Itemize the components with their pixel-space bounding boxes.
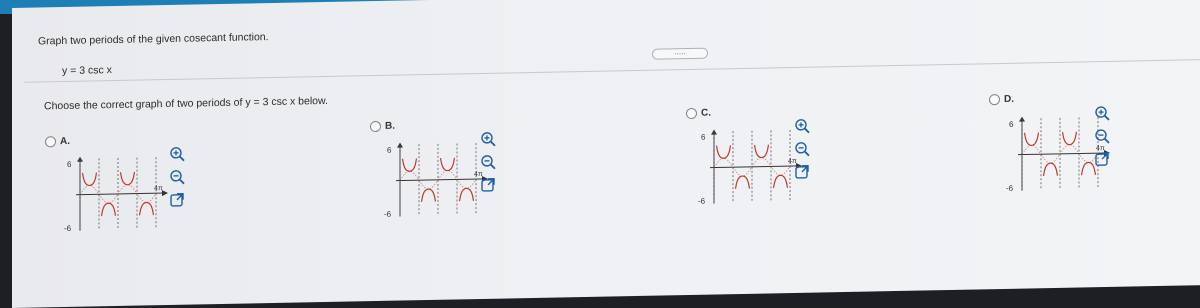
y-min-label: -6 [698,196,706,206]
zoom-out-icon[interactable] [794,141,810,157]
open-new-window-icon[interactable] [794,164,810,180]
graph-option-a [60,153,170,235]
option-d-label: D. [1004,94,1014,106]
csc-branch [459,188,474,200]
radio-option-c[interactable] [686,108,697,119]
csc-branch [421,189,436,201]
x-4pi-label: 4π [154,185,163,193]
choose-prompt: Choose the correct graph of two periods of y = 3 csc x below. [44,94,328,113]
tools-option-c [794,118,812,187]
option-c-label: C. [701,107,711,120]
zoom-in-icon[interactable] [480,131,496,147]
csc-branch [139,202,154,214]
question-instruction: Graph two periods of the given cosecant function. [38,31,269,48]
radio-option-b[interactable] [370,121,381,132]
csc-branch [1043,163,1058,175]
open-new-window-icon[interactable] [1094,151,1110,167]
x-axis [396,179,486,181]
csc-branch [440,158,455,170]
option-d[interactable] [989,91,1014,109]
x-axis [76,193,166,195]
csc-branch [735,176,750,188]
tools-option-a [169,146,187,215]
radio-option-a[interactable] [45,136,56,147]
y-max-label: 6 [701,132,706,142]
csc-branch [82,173,97,185]
option-b[interactable] [370,118,395,136]
open-new-window-icon[interactable] [480,177,496,193]
option-a[interactable] [45,133,70,151]
zoom-in-icon[interactable] [1094,105,1110,121]
csc-branch [754,145,769,157]
question-panel [12,0,1200,308]
option-b-label: B. [385,120,395,133]
question-equation: y = 3 csc x [62,64,112,78]
expand-button[interactable]: ..... [652,48,708,60]
csc-branch [1062,132,1077,144]
csc-branch [716,146,731,158]
option-a-label: A. [60,136,70,148]
csc-branch [773,175,788,187]
graph-option-b [380,139,490,221]
x-4pi-label: 4π [788,157,797,166]
y-max-label: 6 [387,145,392,155]
csc-branch [1024,133,1039,145]
y-max-label: 6 [1009,119,1014,129]
open-new-window-icon[interactable] [169,192,185,208]
tools-option-b [480,131,498,200]
zoom-in-icon[interactable] [794,118,810,134]
graph-option-c [694,126,804,208]
x-axis-arrow [162,190,168,196]
x-4pi-label: 4π [474,170,483,179]
csc-branch [101,203,116,215]
y-min-label: -6 [384,209,392,219]
zoom-out-icon[interactable] [169,169,185,185]
tools-option-d [1094,105,1112,174]
x-4pi-label: 4π [1096,145,1105,153]
y-min-label: -6 [1006,183,1014,193]
csc-branch [402,159,417,171]
divider [24,59,1200,83]
zoom-out-icon[interactable] [480,154,496,170]
x-axis [710,166,800,168]
option-c[interactable] [686,105,711,123]
y-min-label: -6 [64,223,72,234]
zoom-out-icon[interactable] [1094,128,1110,144]
zoom-in-icon[interactable] [169,146,185,162]
y-max-label: 6 [67,159,72,169]
radio-option-d[interactable] [989,94,1000,105]
csc-branch [120,172,135,184]
